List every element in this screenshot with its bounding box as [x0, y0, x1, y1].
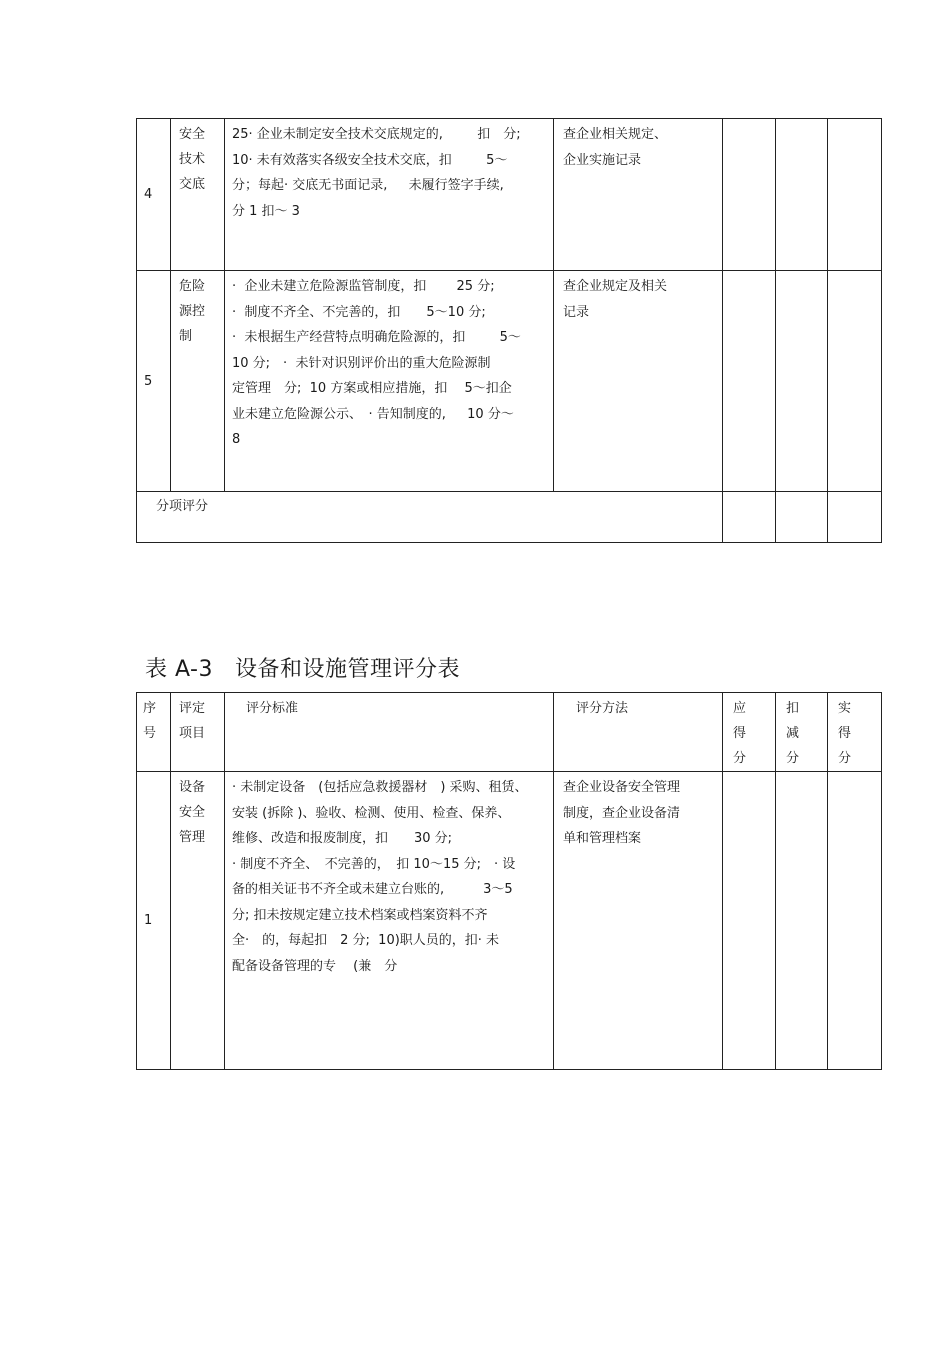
deduct-score-cell[interactable]	[776, 271, 828, 492]
should-score-cell[interactable]	[723, 271, 776, 492]
header-actual-score: 实 得 分	[828, 693, 882, 772]
subtotal-row	[137, 492, 882, 543]
deduct-score-cell[interactable]	[776, 492, 828, 543]
header-should-score: 应 得 分	[723, 693, 776, 772]
row-number: 5	[137, 271, 171, 492]
table-row	[137, 772, 882, 1070]
equipment-scoring-table	[136, 692, 882, 1070]
row-number: 4	[137, 119, 171, 271]
should-score-cell[interactable]	[723, 492, 776, 543]
header-item: 评定 项目	[171, 693, 225, 772]
safety-table-continued	[136, 118, 882, 543]
header-deduct-score: 扣 减 分	[776, 693, 828, 772]
scoring-method: 查企业设备安全管理 制度，查企业设备清 单和管理档案	[554, 772, 723, 1070]
evaluation-item: 安全 技术 交底	[171, 119, 225, 271]
subtotal-label: 分项评分	[137, 492, 723, 543]
deduct-score-cell[interactable]	[776, 772, 828, 1070]
header-method: 评分方法	[554, 693, 723, 772]
table-title: 设备和设施管理评分表	[235, 657, 461, 682]
should-score-cell[interactable]	[723, 772, 776, 1070]
actual-score-cell[interactable]	[828, 492, 882, 543]
scoring-standard: · 未制定设备 (包括应急救援器材 ) 采购、租赁、 安装 (拆除 )、验收、检测、使用、检查、保养、 维修、改造和报废制度，扣 30 分; · 制度不齐全、 不完善的， 扣 10～15 分; · 设 备的相关证书不齐全或未建立台账的, 3～5 分; 扣未按规定建立技术档案或档案资料不齐 全· 的，每起扣 2 分; 10)职人员的，扣· 未 配备设备管理的专 (兼 分	[225, 772, 554, 1070]
actual-score-cell[interactable]	[828, 119, 882, 271]
deduct-score-cell[interactable]	[776, 119, 828, 271]
actual-score-cell[interactable]	[828, 271, 882, 492]
evaluation-item: 设备 安全 管理	[171, 772, 225, 1070]
scoring-method: 查企业相关规定、 企业实施记录	[554, 119, 723, 271]
should-score-cell[interactable]	[723, 119, 776, 271]
table-number: 表 A-3	[145, 657, 213, 682]
scoring-method: 查企业规定及相关 记录	[554, 271, 723, 492]
header-row	[137, 693, 882, 772]
table-caption	[145, 652, 460, 683]
scoring-standard: · 企业未建立危险源监管制度，扣 25 分; · 制度不齐全、不完善的，扣 5～10 分; · 未根据生产经营特点明确危险源的，扣 5～ 10 分; · 未针对识别评价出的重大危险源制 定管理 分; 10 方案或相应措施，扣 5～扣企 业未建立危险源公示、 · 告知制度的, 10 分～ 8	[225, 271, 554, 492]
actual-score-cell[interactable]	[828, 772, 882, 1070]
table-row	[137, 271, 882, 492]
header-num: 序 号	[137, 693, 171, 772]
evaluation-item: 危险 源控 制	[171, 271, 225, 492]
table-row	[137, 119, 882, 271]
row-number: 1	[137, 772, 171, 1070]
scoring-standard: 25· 企业未制定安全技术交底规定的, 扣 分; 10· 未有效落实各级安全技术交底，扣 5～ 分；每起· 交底无书面记录, 未履行签字手续, 分 1 扣～ 3	[225, 119, 554, 271]
header-standard: 评分标准	[225, 693, 554, 772]
